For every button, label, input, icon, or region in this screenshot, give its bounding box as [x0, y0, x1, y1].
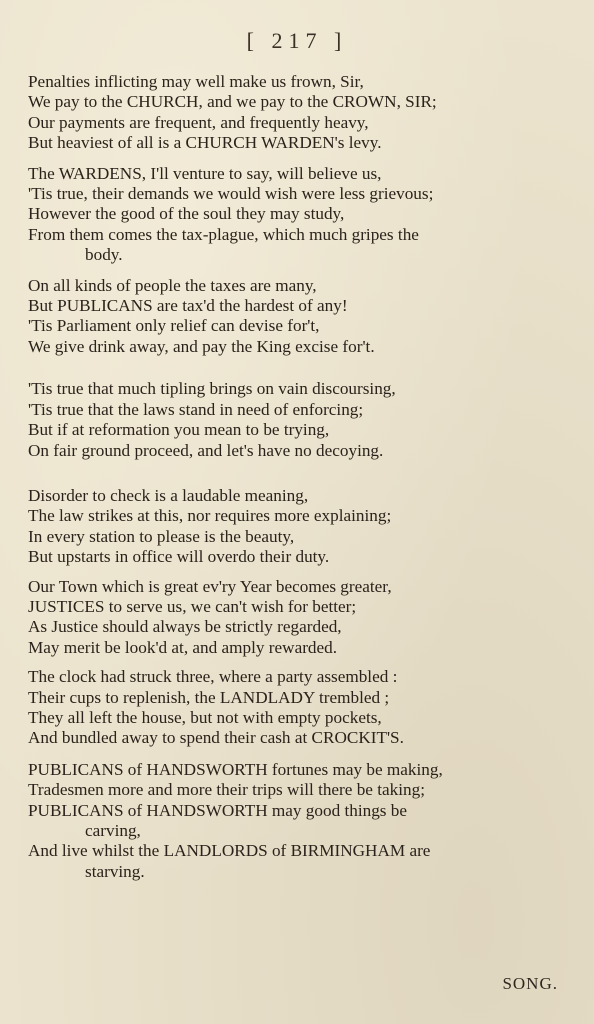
poem-line: But upstarts in office will overdo their duty.: [28, 547, 330, 567]
poem-line: The clock had struck three, where a party assembled :: [28, 667, 398, 687]
poem-line: However the good of the soul they may study,: [28, 204, 345, 224]
page-number: [ 217 ]: [246, 28, 348, 53]
poem-line: 'Tis true that the laws stand in need of enforcing;: [28, 399, 364, 419]
poem-line: But heaviest of all is a CHURCH WARDEN's levy.: [28, 133, 382, 153]
poem-line: And bundled away to spend their cash at CROCKIT'S.: [28, 728, 404, 748]
poem-line: Our payments are frequent, and frequently heavy,: [28, 112, 369, 132]
poem-line: 'Tis true that much tipling brings on vain discoursing,: [28, 379, 396, 399]
poem-line: PUBLICANS of HANDSWORTH may good things be: [28, 800, 407, 820]
poem-line: The law strikes at this, nor requires more explaining;: [28, 506, 392, 526]
poem-line: From them comes the tax-plague, which much gripes the: [28, 224, 419, 244]
stanza-gap: [28, 568, 568, 577]
poem-line: Disorder to check is a laudable meaning,: [28, 485, 309, 505]
poem-line: We pay to the CHURCH, and we pay to the CROWN, SIR;: [28, 92, 437, 112]
poem-line: May merit be look'd at, and amply rewarded.: [28, 637, 338, 657]
stanza-7: [28, 667, 568, 749]
poem-line: And live whilst the LANDLORDS of BIRMINGHAM are: [28, 841, 431, 861]
stanza-gap: [28, 154, 568, 164]
poem-line: Penalties inflicting may well make us frown, Sir,: [28, 72, 364, 91]
stanza-4: [28, 379, 568, 461]
poem-line: They all left the house, but not with empty pockets,: [28, 707, 382, 727]
poem-line: As Justice should always be strictly regarded,: [28, 617, 342, 637]
stanza-6: [28, 577, 568, 659]
stanza-1: [28, 72, 568, 154]
stanza-gap: [28, 461, 568, 486]
stanza-8: [28, 760, 568, 882]
stanza-5: [28, 486, 568, 568]
poem-line: But PUBLICANS are tax'd the hardest of any!: [28, 296, 348, 316]
poem-line: Tradesmen more and more their trips will there be taking;: [28, 780, 425, 800]
poem-line: PUBLICANS of HANDSWORTH fortunes may be making,: [28, 759, 443, 779]
stanza-gap: [28, 357, 568, 379]
stanza-gap: [28, 266, 568, 276]
poem: [28, 72, 568, 882]
poem-line: But if at reformation you mean to be trying,: [28, 420, 330, 440]
poem-line: On all kinds of people the taxes are many,: [28, 275, 317, 295]
stanza-gap: [28, 749, 568, 760]
poem-line: We give drink away, and pay the King excise for't.: [28, 336, 375, 356]
poem-line: JUSTICES to serve us, we can't wish for better;: [28, 596, 357, 616]
stanza-gap: [28, 658, 568, 667]
poem-line: On fair ground proceed, and let's have no decoying.: [28, 440, 384, 460]
poem-line: Our Town which is great ev'ry Year becomes greater,: [28, 576, 392, 596]
catchword: SONG.: [502, 974, 558, 993]
poem-line: 'Tis true, their demands we would wish were less grievous;: [28, 184, 434, 204]
poem-line-continuation: starving.: [85, 861, 145, 881]
stanza-2: [28, 164, 568, 266]
poem-line: The WARDENS, I'll venture to say, will believe us,: [28, 163, 382, 183]
poem-line-continuation: carving,: [85, 821, 141, 840]
poem-line-continuation: body.: [85, 245, 123, 265]
stanza-3: [28, 276, 568, 358]
poem-line: Their cups to replenish, the LANDLADY trembled ;: [28, 687, 390, 707]
poem-line: In every station to please is the beauty,: [28, 526, 295, 546]
poem-line: 'Tis Parliament only relief can devise for't,: [28, 316, 320, 336]
